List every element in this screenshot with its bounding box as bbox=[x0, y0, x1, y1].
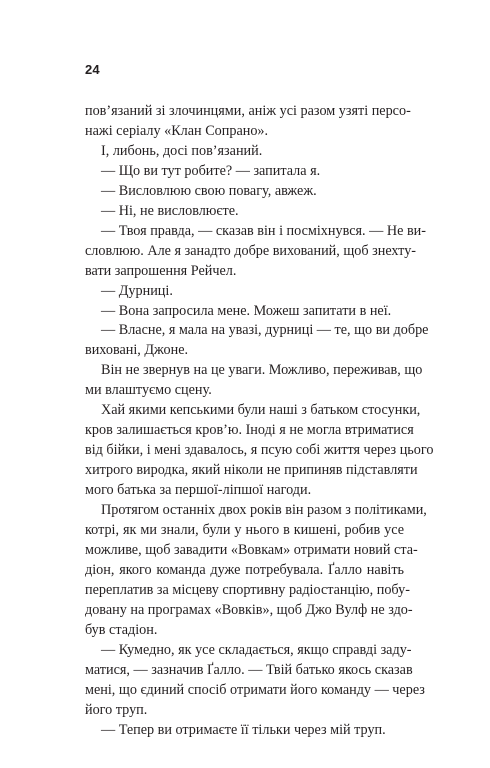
paragraph bbox=[85, 501, 427, 641]
text-line: — Що ви тут робите? — запитала я. bbox=[101, 162, 321, 179]
body-text bbox=[85, 102, 434, 741]
paragraph bbox=[85, 202, 404, 222]
text-line: — Дурниці. bbox=[101, 282, 173, 299]
paragraph bbox=[85, 142, 404, 162]
text-line: від бійки, і мені здавалось, я псую собі життя через цього bbox=[85, 442, 434, 459]
paragraph bbox=[85, 102, 411, 142]
text-line: — Ні, не висловлюєте. bbox=[101, 202, 239, 219]
text-line: вати запрошення Рейчел. bbox=[85, 262, 237, 279]
paragraph bbox=[85, 401, 434, 501]
text-line: — Висловлюю свою повагу, авжеж. bbox=[101, 182, 317, 199]
text-line: пов’язаний зі злочинцями, аніж усі разом узяті персо- bbox=[85, 103, 411, 119]
text-line: мені, що єдиний спосіб отримати його команду — через bbox=[85, 681, 425, 698]
paragraph bbox=[85, 641, 425, 721]
text-line: І, либонь, досі пов’язаний. bbox=[101, 142, 263, 159]
text-line: хитрого виродка, який ніколи не припиняв підставляти bbox=[85, 462, 418, 479]
page-number: 24 bbox=[85, 62, 100, 77]
paragraph bbox=[85, 222, 426, 282]
text-line: його труп. bbox=[85, 701, 148, 718]
paragraph bbox=[85, 302, 404, 322]
text-line: — Вона запросила мене. Можеш запитати в неї. bbox=[101, 302, 392, 319]
text-line: — Твоя правда, — сказав він і посміхнувся. — Не ви- bbox=[101, 222, 426, 239]
text-line: Хай якими кепськими були наші з батьком стосунки, bbox=[101, 402, 421, 419]
text-line: був стадіон. bbox=[85, 621, 158, 638]
paragraph bbox=[85, 721, 404, 741]
paragraph bbox=[85, 361, 423, 401]
text-line: — Власне, я мала на увазі, дурниці — те, що ви добре bbox=[101, 322, 429, 339]
paragraph bbox=[85, 321, 429, 361]
text-line: довану на програмах «Вовків», щоб Джо Вулф не здо- bbox=[85, 601, 413, 618]
paragraph bbox=[85, 282, 404, 302]
text-line: Протягом останніх двох років він разом з політиками, bbox=[101, 502, 427, 519]
text-line: Він не звернув на це уваги. Можливо, переживав, що bbox=[101, 362, 423, 379]
text-line: переплатив за місцеву спортивну радіостанцію, побу- bbox=[85, 581, 410, 598]
text-line: — Тепер ви отримаєте її тільки через мій труп. bbox=[101, 721, 386, 738]
text-line: нажі серіалу «Клан Сопрано». bbox=[85, 122, 269, 139]
text-line: можливе, щоб завадити «Вовкам» отримати новий ста- bbox=[85, 541, 418, 558]
text-line: матися, — зазначив Ґалло. — Твій батько якось сказав bbox=[85, 661, 413, 678]
paragraph bbox=[85, 182, 404, 202]
text-line: кров залишається кров’ю. Іноді я не могла втриматися bbox=[85, 422, 414, 439]
text-line: ми влаштуємо сцену. bbox=[85, 382, 212, 399]
text-line: діон, якого команда дуже потребувала. Ґалло навіть bbox=[85, 561, 404, 578]
text-line: виховані, Джоне. bbox=[85, 342, 189, 359]
text-line: мого батька за першої-ліпшої нагоди. bbox=[85, 482, 312, 499]
text-line: котрі, як ми знали, були у нього в кишені, робив усе bbox=[85, 522, 404, 539]
paragraph bbox=[85, 162, 404, 182]
text-line: словлюю. Але я занадто добре вихований, щоб знехту- bbox=[85, 242, 417, 259]
text-line: — Кумедно, як усе складається, якщо справді заду- bbox=[101, 641, 412, 658]
